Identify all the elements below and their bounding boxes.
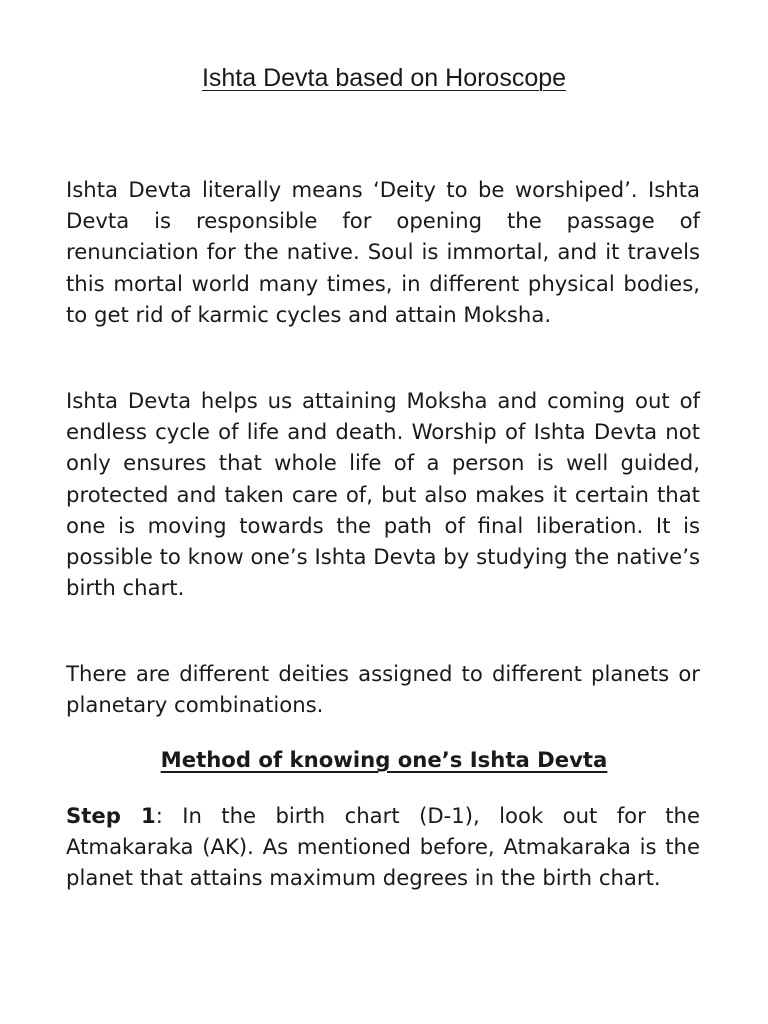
paragraph-meaning: Ishta Devta literally means ‘Deity to be worshiped’. Ishta Devta is responsible for opening the passage of renunciation for the native. Soul is immortal, and it travels this mortal world many times, in different physical bodies, to get rid of karmic cycles and attain Moksha.	[66, 177, 700, 327]
document-title: Ishta Devta based on Horoscope	[201, 64, 567, 92]
step-1-text: : In the birth chart (D-1), look out for the Atmakaraka (AK). As mentioned before, Atmakaraka is the planet that attains maximum degrees in the birth chart.	[66, 803, 700, 891]
step-1-label: Step 1	[66, 803, 156, 828]
paragraph-deities: There are different deities assigned to different planets or planetary combinations.	[66, 661, 700, 718]
section-heading-method: Method of knowing one’s Ishta Devta	[160, 747, 608, 772]
paragraph-step-1	[66, 800, 700, 894]
paragraph-moksha: Ishta Devta helps us attaining Moksha and coming out of endless cycle of life and death. Worship of Ishta Devta not only ensures that whole life of a person is well guided, protected and taken care of, but also makes it certain that one is moving towards the path of final liberation. It is possible to know one’s Ishta Devta by studying the native’s birth chart.	[66, 388, 700, 601]
